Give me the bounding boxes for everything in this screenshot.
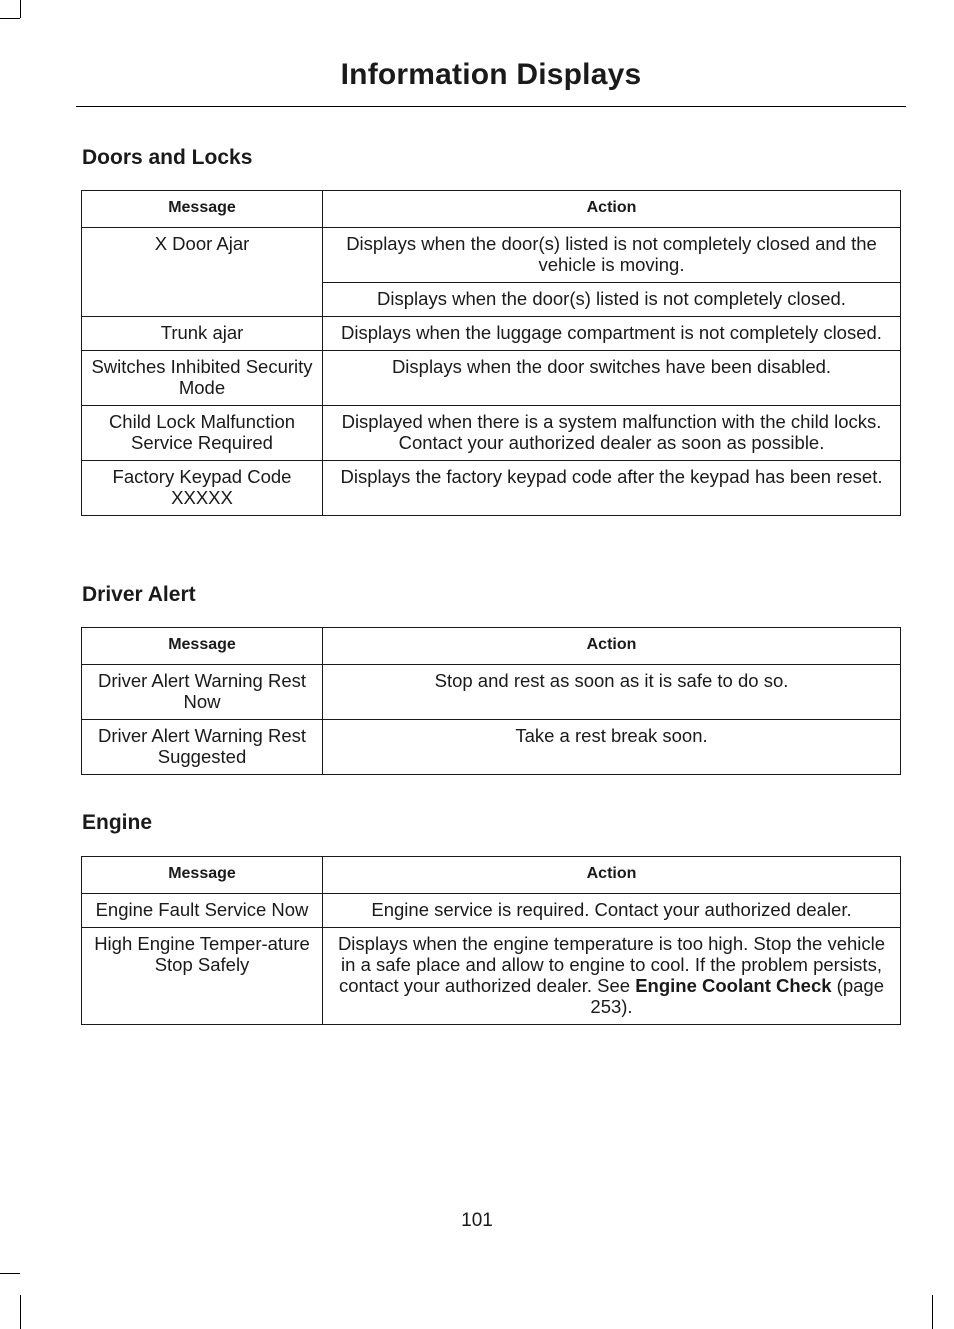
table-header-row xyxy=(82,628,901,665)
action-cell: Displays when the door(s) listed is not completely closed. xyxy=(323,283,901,317)
table-header-row xyxy=(82,857,901,894)
column-header-message: Message xyxy=(82,191,323,228)
message-cell: High Engine Temper-ature Stop Safely xyxy=(82,928,323,1025)
crop-mark xyxy=(20,1295,21,1329)
action-cell: Displays when the door switches have been disabled. xyxy=(323,351,901,406)
message-cell: Engine Fault Service Now xyxy=(82,894,323,928)
column-header-message: Message xyxy=(82,628,323,665)
table-row xyxy=(82,665,901,720)
message-cell: Driver Alert Warning Rest Suggested xyxy=(82,720,323,775)
message-cell: X Door Ajar xyxy=(82,228,323,317)
page-reference: (page 253). xyxy=(590,975,884,1017)
crop-mark xyxy=(20,0,21,18)
message-cell: Factory Keypad Code XXXXX xyxy=(82,461,323,516)
driver-alert-table xyxy=(81,627,901,775)
column-header-action: Action xyxy=(323,857,901,894)
page-number: 101 xyxy=(461,1210,493,1231)
table-row xyxy=(82,928,901,1025)
action-cell: Displays the factory keypad code after the keypad has been reset. xyxy=(323,461,901,516)
message-cell: Trunk ajar xyxy=(82,317,323,351)
crop-mark xyxy=(0,1273,20,1274)
crop-mark xyxy=(932,1295,933,1329)
action-cell: Take a rest break soon. xyxy=(323,720,901,775)
table-row xyxy=(82,317,901,351)
title-divider xyxy=(76,106,906,107)
table-row xyxy=(82,406,901,461)
message-cell: Switches Inhibited Security Mode xyxy=(82,351,323,406)
section-title-driver-alert: Driver Alert xyxy=(82,583,196,606)
cross-reference-link[interactable]: Engine Coolant Check xyxy=(635,975,832,996)
action-cell: Displays when the luggage compartment is not completely closed. xyxy=(323,317,901,351)
action-text: Displays when the engine temperature is too high. Stop the vehicle in a safe place and allow to engine to cool. If the problem persists, contact your authorized dealer. See xyxy=(337,933,886,996)
action-cell: Stop and rest as soon as it is safe to do so. xyxy=(323,665,901,720)
section-title-engine: Engine xyxy=(82,811,153,834)
table-row xyxy=(82,720,901,775)
table-row xyxy=(82,461,901,516)
page-title: Information Displays xyxy=(340,58,642,91)
table-row xyxy=(82,894,901,928)
table-row xyxy=(82,228,901,283)
doors-table xyxy=(81,190,901,516)
engine-table xyxy=(81,856,901,1025)
table-header-row xyxy=(82,191,901,228)
column-header-action: Action xyxy=(323,628,901,665)
column-header-message: Message xyxy=(82,857,323,894)
action-cell xyxy=(323,928,901,1025)
action-cell: Displays when the door(s) listed is not completely closed and the vehicle is moving. xyxy=(323,228,901,283)
crop-mark xyxy=(0,18,20,19)
action-cell: Displayed when there is a system malfunction with the child locks. Contact your authorized dealer as soon as possible. xyxy=(323,406,901,461)
message-cell: Child Lock Malfunction Service Required xyxy=(82,406,323,461)
message-cell: Driver Alert Warning Rest Now xyxy=(82,665,323,720)
column-header-action: Action xyxy=(323,191,901,228)
section-title-doors: Doors and Locks xyxy=(82,146,253,169)
table-row xyxy=(82,351,901,406)
action-cell: Engine service is required. Contact your authorized dealer. xyxy=(323,894,901,928)
